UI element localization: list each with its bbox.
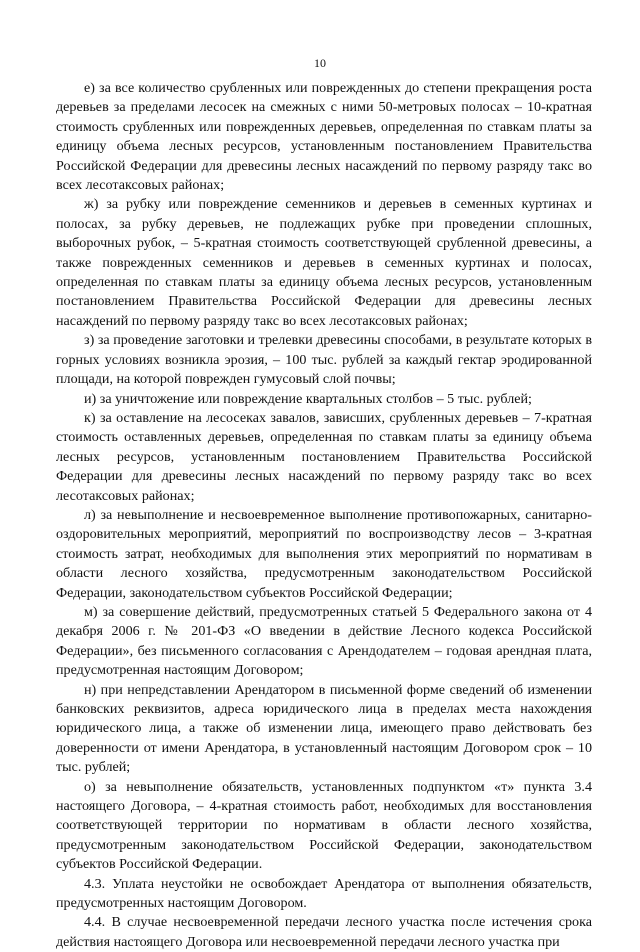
paragraph-clause-4-4: 4.4. В случае несвоевременной передачи лесного участка после истечения срока действия настоящего Договора или несвоевременной передачи лесного участка при <box>56 914 592 950</box>
paragraph-item-n: н) при непредставлении Арендатором в письменной форме сведений об изменении банковских реквизитов, адреса юридического лица в пределах места нахождения юридического лица, а также об изменении лица, имеющего право действовать без доверенности от имени Арендатора, в установленный настоящим Договором срок – 10 тыс. рублей; <box>56 681 592 776</box>
paragraph-clause-4-3: 4.3. Уплата неустойки не освобождает Арендатора от выполнения обязательств, предусмотренных настоящим Договором. <box>56 875 592 912</box>
paragraph-item-l: л) за невыполнение и несвоевременное выполнение противопожарных, санитарно-оздоровительных мероприятий, мероприятий по воспроизводству лесов – 3-кратная стоимость затрат, необходимых для выполнения этих мероприятий по нормативам в области лесного хозяйства, предусмотренным законодательством Российской Федерации, законодательством субъектов Российской Федерации; <box>56 506 592 601</box>
paragraph-item-m: м) за совершение действий, предусмотренных статьей 5 Федерального закона от 4 декабря 2006 г. № 201-ФЗ «О введении в действие Лесного кодекса Российской Федерации», без письменного согласования с Арендодателем – годовая арендная плата, предусмотренная настоящим Договором; <box>56 603 592 679</box>
paragraph-item-z: з) за проведение заготовки и трелевки древесины способами, в результате которых в горных условиях возникла эрозия, – 100 тыс. рублей за каждый гектар эродированной площади, на которой поврежден гумусовый слой почвы; <box>56 332 592 388</box>
document-body <box>56 79 592 952</box>
paragraph-item-zh: ж) за рубку или повреждение семенников и деревьев в семенных куртинах и полосах, за рубку деревьев, не подлежащих рубке при проведении сплошных, выборочных рубок, – 5-кратная стоимость соответствующей срубленной древесины, а также поврежденных семенников и деревьев в семенных куртинах и полосах, определенная по ставкам платы за единицу объема лесных ресурсов, установленным постановлением Правительства Российской Федерации для древесины лесных насаждений по первому разряду такс во всех лесотаксовых районах; <box>56 196 592 329</box>
paragraph-item-e: е) за все количество срубленных или поврежденных до степени прекращения роста деревьев за пределами лесосек на смежных с ними 50-метровых полосах – 10-кратная стоимость срубленных или поврежденных деревьев, определенная по ставкам платы за единицу объема лесных ресурсов, установленным постановлением Правительства Российской Федерации для древесины лесных насаждений по первому разряду такс во всех лесотаксовых районах; <box>56 80 592 194</box>
page-number: 10 <box>314 56 326 70</box>
paragraph-item-k: к) за оставление на лесосеках завалов, зависших, срубленных деревьев – 7-кратная стоимость оставленных деревьев, определенная по ставкам платы за единицу объема лесных ресурсов, установленным постановлением Правительства Российской Федерации для древесины лесных насаждений по первому разряду такс во всех лесотаксовых районах; <box>56 409 592 504</box>
paragraph-item-i: и) за уничтожение или повреждение квартальных столбов – 5 тыс. рублей; <box>84 390 532 407</box>
paragraph-item-o: о) за невыполнение обязательств, установленных подпунктом «т» пункта 3.4 настоящего Договора, – 4-кратная стоимость работ, необходимых для восстановления соответствующей территории по нормативам в области лесного хозяйства, предусмотренным законодательством Российской Федерации, законодательством субъектов Российской Федерации. <box>56 778 592 873</box>
